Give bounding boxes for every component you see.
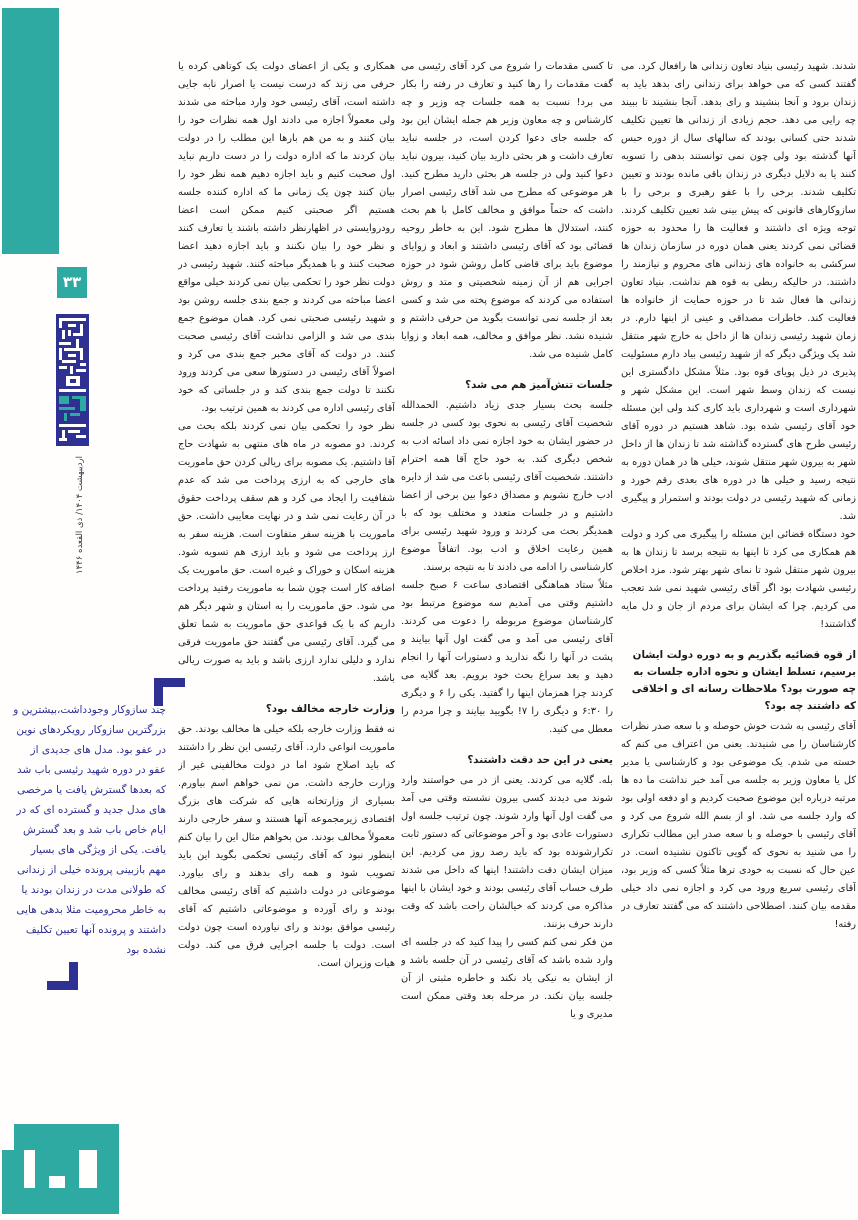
- article-column-middle: [401, 58, 613, 1168]
- paragraph: بله. گلایه می کردند. یعنی از در می خواستند وارد شوند می دیدند کسی بیرون نشسته وقتی می آمد می گفت اول آنها وارد شوند. چون ترتیب جلسه اول دستورات عادی بود و آخر موضوعاتی که دستور ثابت تکرارشونده بود که باید رصد روز می کردیم. این میزان ایشان دقت داشتند! اینها که داخل می شدند طرف حساب آقای رئیسی بودند و خود ایشان با اینها مذاکره می کردند که خیالشان راحت باشد که وقت دارند حرف بزنند.: [401, 775, 613, 930]
- article-column-right: [621, 58, 856, 1168]
- pull-quote: چند سازوکار وجودداشت،بیشترین و بزرگترین سازوکار رویکردهای نوین در عفو بود. مدل های جدیدی از عفو در دوره شهید رئیسی باب شد که بعدها گسترش یافت یا مرخصی های مدل جدید و گسترده ای که در ایام خاص باب شد و بعد گسترش یافت. یکی از ویژگی های بسیار مهم بازبینی پرونده خیلی از زندانی که طولانی مدت در زندان بودند یا به خاطر محرومیت مثلا بدهی هایی داشتند و پرونده آنها تعیین تکلیف نشده بود: [13, 704, 166, 956]
- paragraph: خود دستگاه قضائی این مسئله را پیگیری می کرد و دولت هم همکاری می کرد تا اینها به نتیجه برسد تا زندان ها به بیرون شهر منتقل شود تا نمای شهر بهتر شود. مزد اخلاص رئیسی شهادت بود اگر آقای رئیسی شهید نمی شد تعجب می کردیم. چرا که ایشان برای مردم از جان و دل مایه گذاشتند!: [621, 529, 856, 630]
- quote-close-bracket-icon: [47, 962, 78, 990]
- paragraph: جلسه بحث بسیار جدی زیاد داشتیم. الحمدالله شخصیت آقای رئیسی به نحوی بود کسی در جلسه در حضور ایشان به خود اجازه نمی داد اسائه ادب به شخص دیگری کند. به خود حاج آقا همه احترام داشتند. شخصیت آقای رئیسی باعث می شد از دایره ادب خارج نشویم و مصداق دعوا بین برخی از اعضا داشتیم و در جلسات متعدد و مختلف بود که با همدیگر بحث می کردند و ورود شهید رئیسی برای همین رعایت اخلاق و ادب بود. اتفاقاً موضوع کارشناسی را ادامه می دادند تا به نتیجه برسند.: [401, 400, 613, 573]
- paragraph: نظر خود را تحکمی بیان نمی کردند بلکه بحث می کردند. دو مصوبه در ماه های منتهی به شهادت حاج آقا داشتیم. یک مصوبه برای ریالی کردن حق ماموریت های خارجی که به ارزی پرداخت می شد که عدم شفافیت را ایجاد می کرد و هم سقف پرداخت حقوق در آن رعایت نمی شد و در نهایت معایبی داشت. حق ماموریت با هزینه سفر متفاوت است. هزینه سفر به ارز پرداخت می شود و باید ارزی هم تسویه شود. هزینه اسکان و خوراک و غیره است. حق ماموریت یک اضافه کار است چون شما به ماموریت رفتید پرداخت می شود. حق ماموریت را به استان و شهر دیگر هم داریم که با یک قواعدی حق ماموریت به شما تعلق می گیرد. آقای رئیسی می گفتند حق ماموریت فرقی ندارد و دلیلی ندارد ارزی باشد و باید به صورت ریالی باشد.: [178, 421, 395, 684]
- paragraph: من فکر نمی کنم کسی را پیدا کنید که در جلسه ای وارد شده باشد که آقای رئیسی در آن جلسه باشد و از ایشان به نیکی یاد نکند و خاطره مثبتی از آن جلسه بیان نکند. در مرحله بعد وقتی ممکن است مدیری و یا: [401, 937, 613, 1020]
- article-column-left: [178, 58, 395, 1168]
- interview-question: از قوه قضائیه بگذریم و به دوره دولت ایشان برسیم، تسلط ایشان و نحوه اداره جلسات به چه صورت بود؟ ملاحظات رسانه ای و اخلاقی که داشتند چه بود؟: [631, 649, 856, 712]
- paragraph: نه فقط وزارت خارجه بلکه خیلی ها مخالف بودند. حق ماموریت انواعی دارد. آقای رئیسی این نظر را داشتند که باید اصلاح شود اما در دولت مخالفینی غیر از وزارت خارجه داشت. من نمی خواهم اسم بیاورم. بسیاری از وزارتخانه هایی که شرکت های بزرگ اقتصادی زیرمجموعه آنها هستند و سفر خارجی دارند معمولاً مخالف بودند. من بخواهم مثال این را بیان کنم اینطور نبود که آقای رئیسی تحکمی بگوید این باید تصویب شود و همه رای بدهند و رای بیاورد. موضوعاتی در دولت داشتیم که آقای رئیسی مخالف بودند و رای آورده و موضوعاتی داشتیم که آقای رئیسی موافق بودند و رای نیاورده است چون دولت است. دولت با جلسه اجرایی فرق می کند. دولت هیات وزیران است.: [178, 724, 395, 969]
- issue-date: اردیبهشت ۱۴۰۴/ ذی القعده ۱۴۴۶: [75, 456, 85, 574]
- interview-question: جلسات تنش‌آمیز هم می شد؟: [465, 379, 613, 391]
- page-number-badge: ۳۳: [57, 267, 87, 298]
- interview-question: یعنی در این حد دقت داشتند؟: [467, 754, 613, 766]
- interview-question: وزارت خارجه مخالف بود؟: [265, 703, 395, 715]
- paragraph: آقای رئیسی به شدت خوش حوصله و با سعه صدر نظرات کارشناسان را می شنیدند. یعنی من اعتراف می کنم که خسته می شدم. یک موضوعی بود و کارشناسی یا مدیر کل یا معاون وزیر به جلسه می آمد خبر نداشت ما ده ها مرتبه درباره این موضوع صحبت کردیم و او دفعه اولی بود که وارد جلسه می شد. او از بسم الله شروع می کرد و آقای رئیسی با حوصله و با سعه صدر این مطالب تکراری را می شنید به نحوی که گویی تاکنون نشنیده است. در عین حال که نسبت به خودی ترها مثلاً کسی که وزیر بود، آقای رئیسی سریع ورود می کرد و اجازه نمی داد خیلی مقدمه بیان کنند. اصطلاحی داشتند که می گفتند تعارف در رفته!: [621, 721, 856, 930]
- paragraph: همکاری و یکی از اعضای دولت یک کوتاهی کرده یا حرفی می زند که درست نیست یا اصرار نابه جایی داشته است، آقای رئیسی خود وارد مباحثه می شدند ولی معمولاً اجازه می دادند اول همه نظرات خود را بیان کنند و به من هم بارها این مطلب را در دولت بیان کردند ما که اداره دولت را در دست داریم نباید اول صحبت کنیم و باید اجازه دهیم همه نظر خود را بیان کنند چون یک زمانی ما که اداره کننده جلسه هستیم اگر صحبتی کنیم ممکن است اعضا رودروایستی در اظهارنظر داشته باشند یا تعارف کنند و نظر خود را بیان نکنند و باید اجازه دهید اعضا صحبت کنند و با همدیگر مباحثه کنند. شهید رئیسی در دولت نظر خود را تحکمی بیان نمی کردند خیلی مواقع اعضا مباحثه می کردند و جمع بندی جلسه روشن بود و شهید رئیسی صحبتی نمی کرد. همان موضوع جمع بندی می شد و الزامی نداشت آقای رئیسی صحبت کنند. در دولت که آقای مخبر جمع بندی می کرد و اصولاً آقای رئیسی در دستورها سعی می کردند ورود نکنند تا دولت جمع بندی کند و در جلساتی که خود آقای رئیسی اداره می کردند به همین ترتیب بود.: [178, 61, 395, 414]
- footer-logo-icon: [2, 1124, 119, 1214]
- masthead-logo-icon: [56, 314, 89, 446]
- paragraph: شدند. شهید رئیسی بنیاد تعاون زندانی ها رافعال کرد. می گفتند کسی که می خواهد برای زندانی رای بدهد باید به زندان برود و آنجا بنشیند و رای بدهد. آنجا بنشیند تا ببیند چه رایی می دهد. حجم زیادی از زندانی ها تعیین تکلیف شدند حتی کسانی بودند که سالهای سال از دوره حبس آنها گذشته بود ولی چون نمی توانستند بدهی را تسویه کنند یا به دلایل دیگری در زندان باقی مانده بودند و تعیین تکلیف شدند. برخی را با عفو رهبری و برخی را با سازوکارهای قانونی که پیش بینی شد تعیین تکلیف کردند. توجه ویژه ای داشتند و فعالیت ها را محدود به حوزه قضائی نمی کردند یعنی همان دوره در سازمان زندان ها سرکشی به خانواده های زندانی های محروم و نیازمند را داشتند. در حالیکه ربطی به قوه هم نداشت. بنیاد تعاون زندانی ها فعال شد تا در حوزه حمایت از خانواده ها فعالیت کند. خاطرات مصداقی و عینی از اینها دارم. در زمان شهید رئیسی زندان ها از داخل به خارج شهر منتقل شد یک ویژگی دیگر که از شهید رئیسی بیاد دارم مسئولیت پذیری در ذیل پویای قوه بود. مثلاً مشکل دادگستری این نیست که زندان وسط شهر است. این مشکل شهر و شهرداری است و شهرداری باید کاری کند ولی این مسئله خود آقای رئیسی شده بود. شاهد هستیم در دوره آقای رئیسی طرح های گسترده گذاشته شد تا زندان ها از داخل شهر به بیرون شهر منتقل شوند، خیلی ها در همان دوره به نتیجه رسید و خیلی ها در دوره های بعدی رقم خورد و زمانی که شهید رئیسی در دولت بودند و استمرار و پیگیری شد.: [621, 61, 856, 522]
- accent-bar: [2, 8, 59, 254]
- paragraph: مثلاً ستاد هماهنگی اقتصادی ساعت ۶ صبح جلسه داشتیم وقتی می آمدیم سه موضوع مرتبط بود کارشناسان موضوع مربوطه را دعوت می کردند. آقای رئیسی می آمد و می گفت اول آنها بیایند و پشت در آنها را نگه ندارید و دستورات آنها را انجام دهید و بعد سراغ بحث خود برویم. بعد گلایه می کردند چرا همزمان اینها را گفتید. یکی را ۶ و دیگری را ۶:۳۰ و دیگری را ۷! بگویید بیایند و چرا مردم را معطل می کنید.: [401, 580, 613, 735]
- paragraph: تا کسی مقدمات را شروع می کرد آقای رئیسی می گفت مقدمات را رها کنید و تعارف در رفته را بکار می برد! نسبت به همه جلسات چه وزیر و چه کارشناس و چه معاون وزیر هم جمله ایشان این بود که جلسه جای دعوا کردن است، در جلسه نباید تعارف داشت و هر بحثی دارید بیان کنید، بیرون نباید دعوا کنید ولی در جلسه هر بحثی دارید مطرح کنید. هر موضوعی که مطرح می شد آقای رئیسی اصرار داشت که حتماً موافق و مخالف کامل با هم بحث کنند، استدلال ها مطرح شود. این به خاطر روحیه قضائی بود که آقای رئیسی داشتند و ابعاد و زوایای موضوع باید برای قاضی کامل روشن شود در حوزه اجرایی هم از آن زمینه شخصیتی و متد و روش استفاده می کردند که موضوع پخته می شد و کسی بعد از جلسه نمی توانست بگوید من حرفی داشتم و شنیده نشد. نظر موافق و مخالف، همه ابعاد و زوایا کامل شنیده می شد.: [401, 61, 613, 360]
